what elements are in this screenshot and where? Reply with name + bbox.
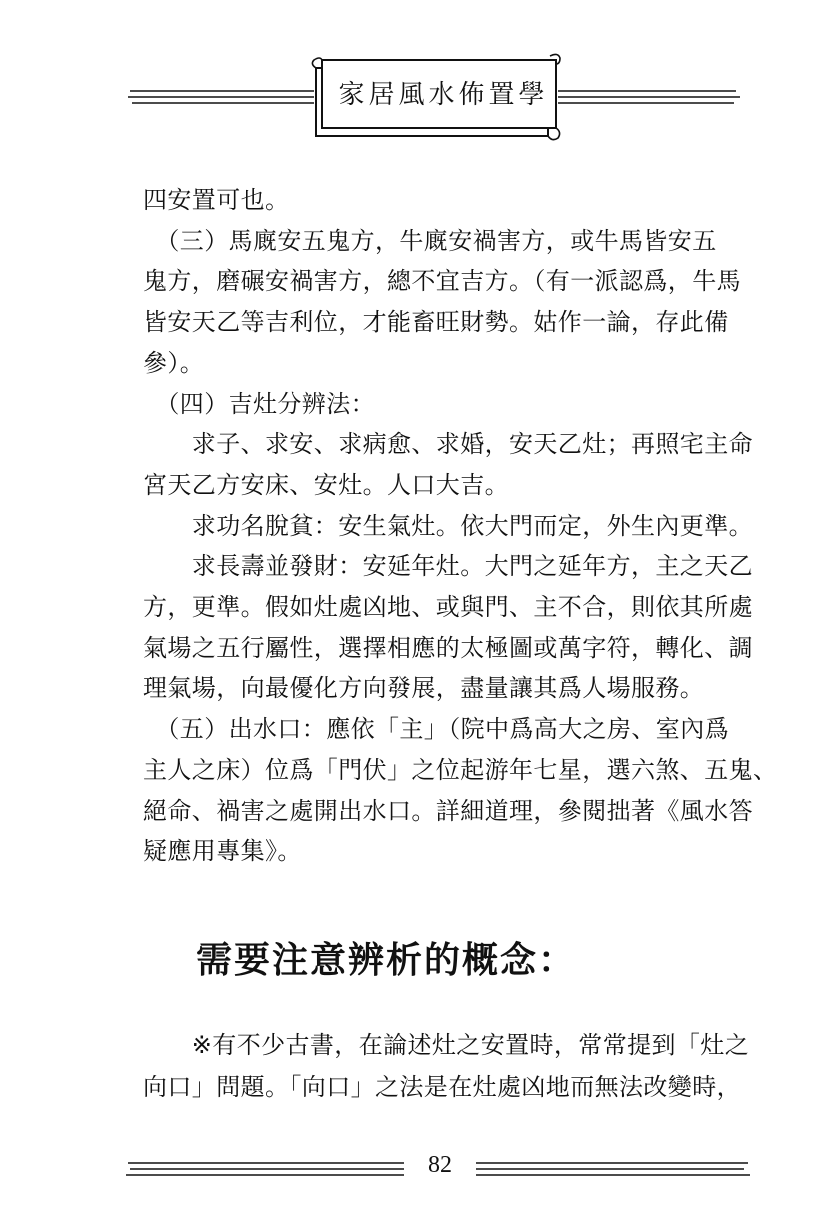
text-line: ※有不少古書，在論述灶之安置時，常常提到「灶之 <box>143 1031 750 1059</box>
text-line: 理氣場，向最優化方向發展，盡量讓其爲人場服務。 <box>143 674 705 703</box>
body-text <box>143 180 778 872</box>
text-line: 四安置可也。 <box>143 186 290 214</box>
text-line: 方，更準。假如灶處凶地、或與門、主不合，則依其所處 <box>143 593 753 622</box>
text-line: 求長壽並發財：安延年灶。大門之延年方，主之天乙 <box>143 552 753 581</box>
body-text-section-two <box>143 1024 750 1108</box>
text-line: 鬼方，磨碾安禍害方，總不宜吉方。（有一派認爲，牛馬 <box>143 267 741 296</box>
page-number: 82 <box>428 1152 452 1178</box>
text-line: （四）吉灶分辨法： <box>143 389 375 418</box>
text-line: 絕命、禍害之處開出水口。詳細道理，參閱拙著《風水答 <box>143 796 753 825</box>
book-title: 家居風水佈置學 <box>338 80 549 110</box>
text-line: 主人之床）位爲「門伏」之位起游年七星，選六煞、五鬼、 <box>143 755 778 784</box>
text-line: 皆安天乙等吉利位，才能畜旺財勢。姑作一論，存此備 <box>143 308 729 337</box>
text-line: 求功名脫貧：安生氣灶。依大門而定，外生內更準。 <box>143 511 753 540</box>
text-line: （五）出水口：應依「主」（院中爲高大之房、室內爲 <box>143 715 729 744</box>
text-line: 宮天乙方安床、安灶。人口大吉。 <box>143 470 509 499</box>
text-line: 參）。 <box>143 348 205 377</box>
text-line: 向口」問題。「向口」之法是在灶處凶地而無法改變時， <box>143 1073 741 1101</box>
section-heading: 需要注意辨析的概念： <box>196 939 577 981</box>
text-line: 求子、求安、求病愈、求婚，安天乙灶；再照宅主命 <box>143 430 753 459</box>
text-line: （三）馬廐安五鬼方，牛廐安禍害方，或牛馬皆安五 <box>143 226 717 255</box>
text-line: 疑應用專集》。 <box>143 837 302 866</box>
text-line: 氣場之五行屬性，選擇相應的太極圖或萬字符，轉化、調 <box>143 633 753 662</box>
